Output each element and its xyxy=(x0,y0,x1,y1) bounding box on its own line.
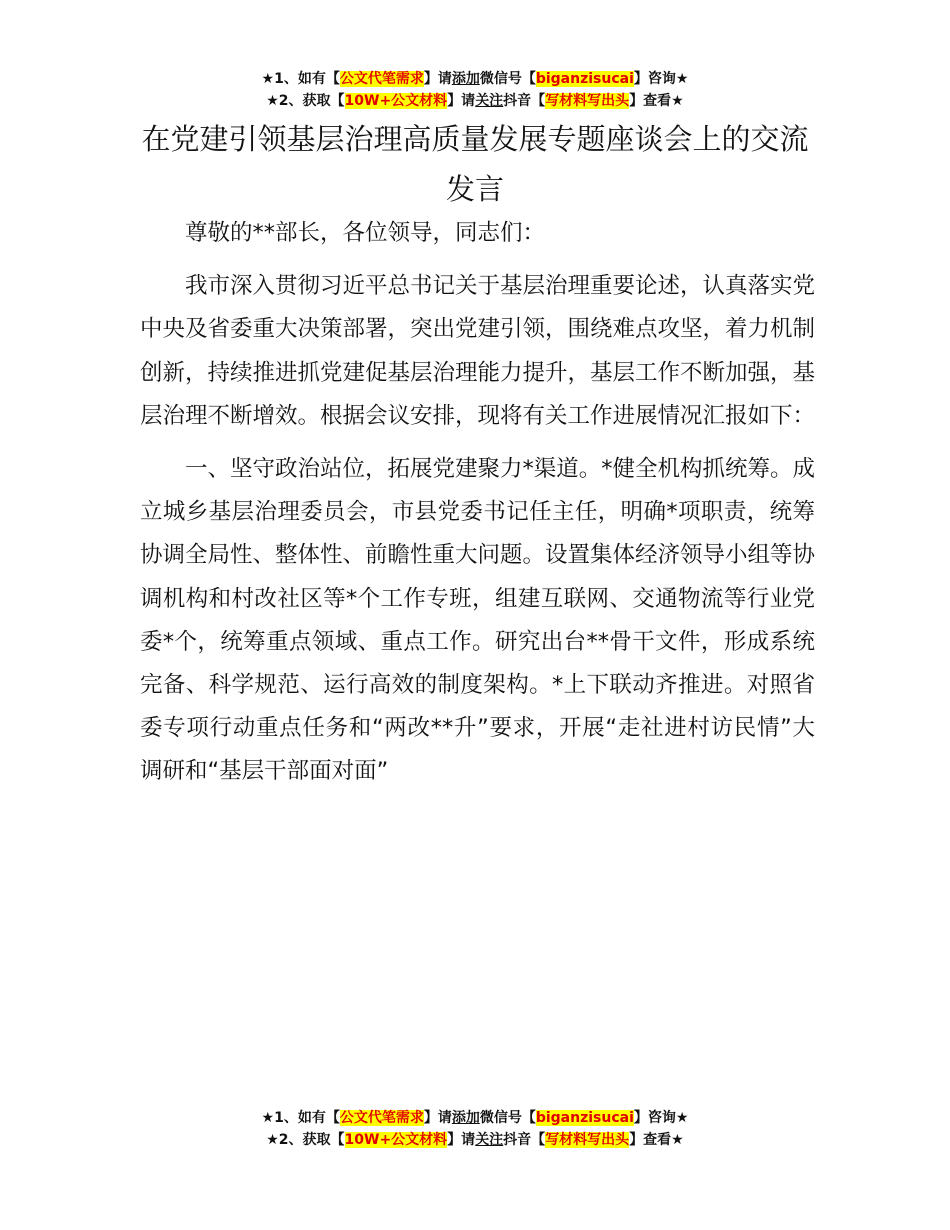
promo-highlight: 公文代笔需求 xyxy=(339,71,424,87)
document-body xyxy=(140,212,815,804)
promo-line-2 xyxy=(0,90,950,112)
promo-text: ★1、如有【 xyxy=(261,71,340,87)
promo-underlined: 添加 xyxy=(451,71,480,87)
promo-text: 】咨询★ xyxy=(633,1110,689,1126)
promo-highlight: 10W+公文材料 xyxy=(344,93,448,109)
promo-text: 】请 xyxy=(423,71,452,87)
promo-line-1 xyxy=(0,68,950,90)
promo-text: 】请 xyxy=(447,93,476,109)
paragraph-intro: 我市深入贯彻习近平总书记关于基层治理重要论述，认真落实党中央及省委重大决策部署，突出党建引领，围绕难点攻坚，着力机制创新，持续推进抓党建促基层治理能力提升，基层工作不断加强，基层治理不断增效。根据会议安排，现将有关工作进展情况汇报如下： xyxy=(140,273,816,429)
promo-underlined: 关注 xyxy=(475,93,504,109)
promo-text: 】查看★ xyxy=(629,93,684,109)
promo-text: 抖音【 xyxy=(503,93,546,109)
promo-highlight-wechat-id: biganzisucai xyxy=(535,71,634,87)
promo-line-1 xyxy=(0,1107,950,1129)
promo-text: 】请 xyxy=(447,1132,476,1148)
paragraph-section-one: 一、坚守政治站位，拓展党建聚力*渠道。*健全机构抓统筹。成立城乡基层治理委员会，市县党委书记任主任，明确*项职责，统筹协调全局性、整体性、前瞻性重大问题。设置集体经济领导小组等协调机构和村改社区等*个工作专班，组建互联网、交通物流等行业党委*个，统筹重点领域、重点工作。研究出台**骨干文件，形成系统完备、科学规范、运行高效的制度架构。*上下联动齐推进。对照省委专项行动重点任务和“两改**升”要求，开展“走社进村访民情”大调研和“基层干部面对面” xyxy=(140,456,816,785)
promo-highlight-douyin: 写材料写出头 xyxy=(545,1132,630,1148)
promo-text: ★1、如有【 xyxy=(261,1110,340,1126)
promo-text: 】咨询★ xyxy=(633,71,689,87)
promo-highlight: 10W+公文材料 xyxy=(344,1132,448,1148)
promo-underlined: 添加 xyxy=(451,1110,480,1126)
promo-highlight-wechat-id: biganzisucai xyxy=(535,1110,634,1126)
document-title: 在党建引领基层治理高质量发展专题座谈会上的交流发言 xyxy=(141,122,809,206)
promo-text: ★2、获取【 xyxy=(266,1132,345,1148)
footer-promo-banner xyxy=(0,1107,950,1151)
promo-text: 微信号【 xyxy=(479,71,536,87)
salutation: 尊敬的**部长，各位领导，同志们： xyxy=(185,220,546,246)
promo-text: 微信号【 xyxy=(479,1110,536,1126)
promo-text: ★2、获取【 xyxy=(266,93,345,109)
promo-highlight-douyin: 写材料写出头 xyxy=(545,93,630,109)
promo-line-2 xyxy=(0,1129,950,1151)
promo-underlined: 关注 xyxy=(475,1132,504,1148)
header-promo-banner xyxy=(0,68,950,112)
promo-text: 抖音【 xyxy=(503,1132,546,1148)
promo-text: 】查看★ xyxy=(629,1132,684,1148)
promo-highlight: 公文代笔需求 xyxy=(339,1110,424,1126)
promo-text: 】请 xyxy=(423,1110,452,1126)
